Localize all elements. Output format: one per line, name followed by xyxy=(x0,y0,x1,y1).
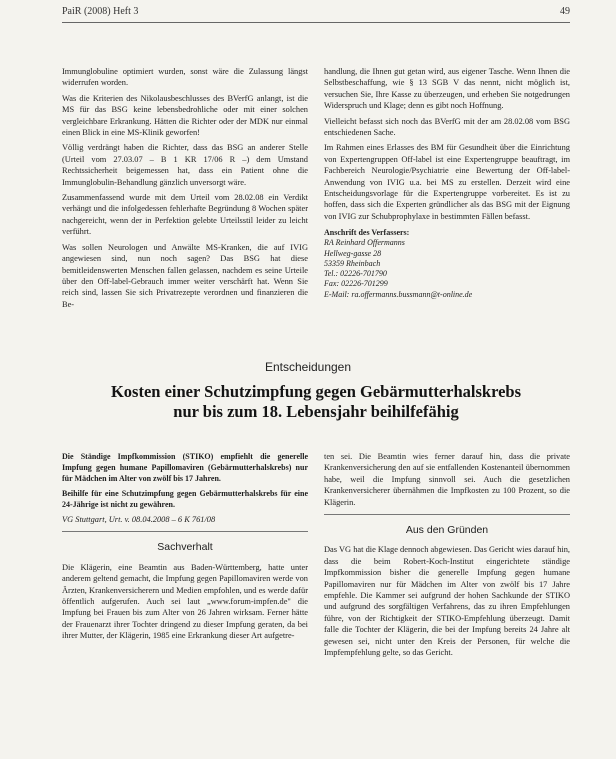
lead-paragraph: Die Ständige Impfkommission (STIKO) empfiehlt die generelle Impfung gegen humane Papillomaviren (Gebärmutterhalskrebs) nur für Mädchen im Alter von zwölf bis 17 Jahren. xyxy=(62,452,308,483)
address-line: 53359 Rheinbach xyxy=(324,258,381,268)
paragraph: ten sei. Die Beamtin wies ferner darauf hin, dass die private Krankenversicherung den auf sie entfallenden Kostenanteil übernommen habe, weil die Impfung sinnvoll sei. Auch die gesetzlichen Krankenversicherer übernähmen die Impfkosten zu 100 Prozent, so die Klägerin. xyxy=(324,452,570,507)
right-column-top xyxy=(324,66,570,300)
paragraph: Völlig verdrängt haben die Richter, dass das BSG an anderer Stelle (Urteil vom 27.03.07 – B 1 KR 17/06 R –) dem Umstand Rechtssicherheit beigemessen hat, dass ein Patient ohne die Immunglobulin-Behandlung gänzlich unversorgt wäre. xyxy=(62,143,308,187)
paragraph: Was sollen Neurologen und Anwälte MS-Kranken, die auf IVIG angewiesen sind, nun noch sagen? Das BSG hat diese bemitleidenswerten Menschen fallen gelassen, nachdem es seine Urteile über den Off-label-Gebrauch immer weiter verschärft hat. Wenn Sie reich sind, lassen Sie sich Privatrezepte verordnen und finanzieren die Be- xyxy=(62,242,308,309)
address-line: RA Reinhard Offermanns xyxy=(324,238,405,248)
paragraph: Im Rahmen eines Erlasses des BM für Gesundheit über die Einrichtung von Expertengruppen Off-label ist eine Expertengruppe beauftragt, im Fachbereich Neurologie/Psychiatrie eine Bewertung der Off-label-Anwendung von IVIG u.a. bei MS zu erstellen. Derzeit wird eine Entscheidungsvorlage für die Expertengruppe vorbereitet. Es ist zu hoffen, dass sich die Experten gründlicher als das BSG mit der Eignung von IVIG zur Schubprophylaxe in bestimmten Fällen befasst. xyxy=(324,143,570,221)
paragraph: Immunglobuline optimiert wurden, sonst wäre die Zulassung längst widerrufen worden. xyxy=(62,67,308,88)
page-number: 49 xyxy=(560,6,570,17)
address-line: Hellweg-gasse 28 xyxy=(324,248,382,258)
article-title xyxy=(62,382,570,422)
paragraph: Das VG hat die Klage dennoch abgewiesen. Das Gericht wies darauf hin, dass die beim Robert-Koch-Institut eingerichtete ständige Impfkommission bisher die generelle Impfung gegen humane Papillomaviren nur für Mädchen im Alter von zwölf bis 17 Jahre empfehle. Die Kammer sei aufgrund der hohen Sachkunde der STIKO und aufgrund des sorgfältigen Verfahrens, das zu ihren Empfehlungen führe, von der Richtigkeit der STIKO-Empfehlung überzeugt. Damit falle die Tochter der Klägerin, die bei der Impfung bereits 24 Jahre alt gewesen sei, nicht unter den Kreis der Personen, für welche die Impfempfehlung gelte, so das Gericht. xyxy=(324,545,570,658)
heading-facts: Sachverhalt xyxy=(157,541,213,554)
page-header xyxy=(62,6,570,20)
author-address xyxy=(324,228,570,299)
subhead-rule xyxy=(62,531,308,532)
paragraph: Die Klägerin, eine Beamtin aus Baden-Württemberg, hatte unter anderem geltend gemacht, die Impfung gegen Papillomaviren werde von Ärzten, Krankenversicherern und Medien empfohlen, und es werde dafür öffentlich aufgerufen. Auch sei laut „www.forum-impfen.de" die Impfung bei Frauen bis zum Alter von 26 Jahren wirksam. Ferner hätte der Frauenarzt ihrer Tochter dringend zu dieser Impfung geraten, da bei ihrer Mutter, der Klägerin, 1985 eine Erkrankung dieser Art aufgetre- xyxy=(62,562,308,641)
lead-paragraph: Beihilfe für eine Schutzimpfung gegen Gebärmutterhalskrebs für eine 24-Jährige ist nicht zu gewähren. xyxy=(62,489,308,509)
court-citation: VG Stuttgart, Urt. v. 08.04.2008 – 6 K 761/08 xyxy=(62,515,216,524)
left-column-bottom xyxy=(62,451,308,646)
address-line: E-Mail: ra.offermanns.bussmann@t-online.de xyxy=(324,289,473,299)
title-line: Kosten einer Schutzimpfung gegen Gebärmutterhalskrebs xyxy=(110,382,522,401)
title-line: nur bis zum 18. Lebensjahr beihilfefähig xyxy=(173,402,459,421)
paragraph: handlung, die Ihnen gut getan wird, aus eigener Tasche. Wenn Ihnen die Selbstbeschaffung, wie § 13 SGB V das nennt, nicht möglich ist, versuchen Sie, Ihre Kasse zu überzeugen, und erheben Sie notgedrungen Widerspruch und Klage; denn es gibt noch Hoffnung. xyxy=(324,67,570,111)
right-column-bottom xyxy=(324,451,570,663)
heading-reasons: Aus den Gründen xyxy=(405,524,489,537)
paragraph: Zusammenfassend wurde mit dem Urteil vom 28.02.08 ein Verdikt verhängt und die infolgedessen fehlerhafte Begründung 8 Wochen später nachgereicht, wenn der in Perfektion gelebte Urteilsstil leider zu leicht verführt. xyxy=(62,193,308,237)
journal-citation: PaiR (2008) Heft 3 xyxy=(62,6,139,17)
subhead-rule xyxy=(324,514,570,515)
header-rule xyxy=(62,22,570,23)
paragraph: Was die Kriterien des Nikolausbeschlusses des BVerfG anlangt, ist die MS für das BSG keine lebensbedrohliche oder mit einer solchen vergleichbare Erkrankung. Hätten die Richter oder der MDK nur einmal einen Blick in eine MS-Klinik geworfen! xyxy=(62,93,308,138)
address-line: Tel.: 02226-701790 xyxy=(324,269,387,279)
address-title: Anschrift des Verfassers: xyxy=(324,228,410,238)
left-column-top xyxy=(62,66,308,314)
address-line: Fax: 02226-701299 xyxy=(324,279,388,289)
section-label: Entscheidungen xyxy=(264,360,352,374)
paragraph: Vielleicht befasst sich noch das BVerfG mit der am 28.02.08 vom BSG entschiedenen Sache. xyxy=(324,116,570,138)
